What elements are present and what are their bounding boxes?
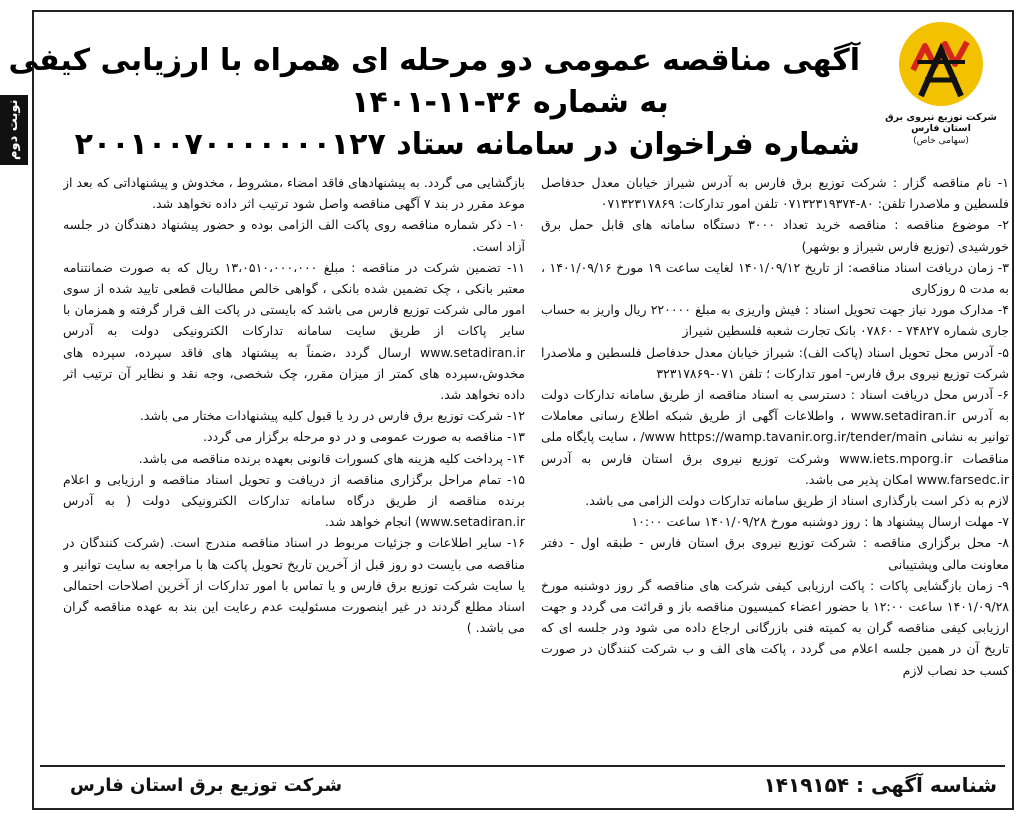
paragraph-10: ۱۰- ذکر شماره مناقصه روی پاکت الف الزامی بوده و حضور پیشنهاد دهندگان در جلسه آزاد است. (63, 217, 525, 254)
footer-company-name: شرکت توزیع برق استان فارس (70, 775, 343, 796)
paragraph-2: ۲- موضوع مناقصه : مناقصه خرید تعداد ۳۰۰۰ دستگاه سامانه های قابل حمل برق خورشیدی (توزیع فارس شیراز و بوشهر) (541, 217, 1009, 254)
paragraph-11: ۱۱- تضمین شرکت در مناقصه : مبلغ ۱۳،۰۵۱۰،۰۰۰،۰۰۰ ریال که به صورت ضمانتنامه معتبر بانکی ، چک تضمین شده بانکی ، گواهی خالص مطالبات قطعی تایید شده از سوی امور مالی شرکت توزیع فارس می باشد که بایستی در پاکت الف قرار گرفته و همزمان با سایر پاکات از طریق سایت سامانه تدارکات الکترونیکی دولت به آدرس www.setadiran.ir ارسال گردد ،ضمناً به پیشنهاد های فاقد سپرده، سپرده های مخدوش،سپرده های کمتر از میزان مقرر، چک شخصی، وجه نقد و نظایر آن ترتیب اثر داده نخواهد شد. (63, 259, 525, 403)
paragraph-13: ۱۳- مناقصه به صورت عمومی و در دو مرحله برگزار می گردد. (203, 429, 525, 445)
logo-company-name: شرکت توزیع نیروی برق استان فارس (885, 112, 997, 135)
footer-bar (40, 765, 1005, 805)
paragraph-8: ۸- محل برگزاری مناقصه : شرکت توزیع نیروی برق استان فارس - طبقه اول - دفتر معاونت مالی وپشتیبانی (541, 535, 1009, 572)
ad-title-line-3: شماره فراخوان در سامانه ستاد ۲۰۰۱۰۰۷۰۰۰۰۰۰۰۱۲۷ (74, 127, 860, 162)
paragraph-6: ۶- آدرس محل دریافت اسناد : دسترسی به اسناد مناقصه از طریق سامانه تدارکات دولت به آدرس www.setadiran.ir ، واطلاعات آگهی از طریق شبکه اطلاع رسانی معاملات توانیر به نشانی www https://wamp.tavanir.org.ir/tender/main/ ، سایت پایگاه ملی مناقصات www.iets.mporg.ir وشرکت توزیع نیروی برق استان فارس به آدرس www.farsedc.ir امکان پذیر می باشد. (541, 387, 1009, 487)
paragraph-1: ۱- نام مناقصه گزار : شرکت توزیع برق فارس به آدرس شیراز خیابان معدل حدفاصل فلسطین و ملاصدرا تلفن: ۸۰-۰۷۱۳۲۳۱۹۳۷۴ تلفن امور تدارکات: ۰۷۱۳۲۳۱۷۸۶۹ (541, 175, 1009, 212)
paragraph-15: ۱۵- تمام مراحل برگزاری مناقصه از دریافت و تحویل اسناد مناقصه و ارزیابی و اعلام برنده مناقصه از طریق درگاه سامانه تدارکات الکترونیکی دولت ( به آدرس www.setadiran.ir) انجام خواهد شد. (63, 471, 525, 530)
paragraph-3: ۳- زمان دریافت اسناد مناقصه: از تاریخ ۱۴۰۱/۰۹/۱۲ لغایت ساعت ۱۹ مورخ ۱۴۰۱/۰۹/۱۶ ، به مدت ۵ روزکاری (541, 259, 1009, 297)
paragraph-9-cont: بازگشایی می گردد. به پیشنهادهای فاقد امضاء ،مشروط ، مخدوش و پیشنهاداتی که بعد از موعد مقرر در بند ۷ آگهی مناقصه واصل شود ترتیب اثر داده نخواهد شد. (63, 175, 525, 212)
ad-title-line-1: آگهی مناقصه عمومی دو مرحله ای همراه با ارزیابی کیفی (8, 43, 860, 78)
logo-company-type: (سهامی خاص) (913, 135, 969, 146)
paragraph-12: ۱۲- شرکت توزیع برق فارس در رد یا قبول کلیه پیشنهادات مختار می باشد. (139, 408, 525, 424)
round-label: نوبت دوم (0, 95, 28, 165)
paragraph-7: ۷- مهلت ارسال پیشنهاد ها : روز دوشنبه مورخ ۱۴۰۱/۰۹/۲۸ ساعت ۱۰:۰۰ (631, 514, 1009, 530)
paragraph-14: ۱۴- پرداخت کلیه هزینه های کسورات قانونی بعهده برنده مناقصه می باشد. (138, 450, 525, 466)
power-distribution-logo-icon (895, 18, 987, 110)
paragraph-9: ۹- زمان بازگشایی پاکات : پاکت ارزیابی کیفی شرکت های مناقصه گر روز دوشنبه مورخ ۱۴۰۱/۰۹/۲۸ ساعت ۱۲:۰۰ با حضور اعضاء کمیسیون مناقصه باز و قرائت می گردد و جهت ارزیابی کیفی مناقصه گران به کمیته فنی بازرگانی ارجاع داده می شود ودر جلسه ای که تاریخ آن در همین جلسه اعلام می گردد ، پاکت های الف و ب شرکت کنندگان در صورت کسب حد نصاب لازم (541, 577, 1009, 678)
paragraph-5: ۵- آدرس محل تحویل اسناد (پاکت الف): شیراز خیابان معدل حدفاصل فلسطین و ملاصدرا شرکت توزیع نیروی برق فارس- امور تدارکات ؛ تلفن ۰۷۱-۳۲۳۱۷۸۶۹ (541, 344, 1009, 381)
left-column (63, 172, 525, 760)
paragraph-4: ۴- مدارک مورد نیاز جهت تحویل اسناد : فیش واریزی به مبلغ ۲۲۰۰۰۰ ریال واریز به حساب جاری شماره ۷۴۸۲۷ - ۰۷۸۶۰ بانک تجارت شعبه فلسطین شیراز (541, 302, 1009, 339)
ad-title-line-2: به شماره ۳۶-۱۱-۱۴۰۱ (351, 85, 669, 120)
right-column (541, 172, 1009, 760)
paragraph-16: ۱۶- سایر اطلاعات و جزئیات مربوط در اسناد مناقصه مندرج است. (شرکت کنندگان در مناقصه می بایست دو روز قبل از آخرین تاریخ تحویل پاکت ها با مراجعه به سایت توانیر و یا سایت شرکت توزیع برق فارس و یا تماس با امور تدارکات از آخرین اصلاحات احتمالی اسناد مطلع گردند در غیر اینصورت مسئولیت عدم رعایت این بند به عهده مناقصه گران می باشد. ) (63, 535, 525, 636)
paragraph-6-note: لازم به ذکر است بارگذاری اسناد از طریق سامانه تدارکات دولت الزامی می باشد. (585, 493, 1009, 509)
company-logo (881, 18, 1001, 168)
ad-id: شناسه آگهی : ۱۴۱۹۱۵۴ (763, 773, 997, 797)
